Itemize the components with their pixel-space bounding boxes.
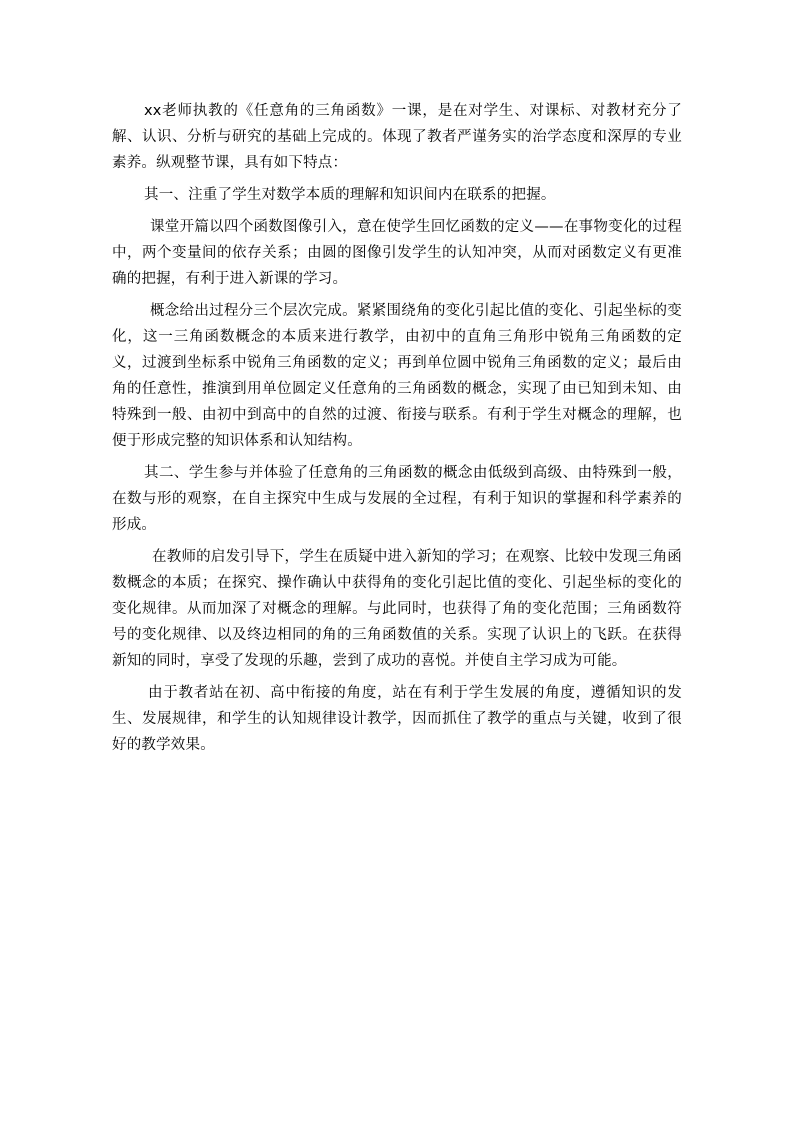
paragraph-lesson-opening: 课堂开篇以四个函数图像引入，意在使学生回忆函数的定义——在事物变化的过程中，两个变量间的依存关系；由圆的图像引发学生的认知冲突，从而对函数定义有更准确的把握，有利于进入新课的学习。 — [112, 219, 682, 287]
paragraph-conclusion: 由于教者站在初、高中衔接的角度，站在有利于学生发展的角度，遵循知识的发生、发展规律，和学生的认知规律设计教学，因而抓住了教学的重点与关键，收到了很好的教学效果。 — [112, 685, 682, 753]
document-body — [112, 98, 682, 764]
paragraph-intro: xx老师执教的《任意角的三角函数》一课，是在对学生、对课标、对教材充分了解、认识、分析与研究的基础上完成的。体现了教者严谨务实的治学态度和深厚的专业素养。纵观整节课，具有如下特点： — [112, 103, 682, 171]
paragraph-concept-process: 概念给出过程分三个层次完成。紧紧围绕角的变化引起比值的变化、引起坐标的变化，这一三角函数概念的本质来进行教学，由初中的直角三角形中锐角三角函数的定义，过渡到坐标系中锐角三角函数的定义；再到单位圆中锐角三角函数的定义；最后由角的任意性，推演到用单位圆定义任意角的三角函数的概念，实现了由已知到未知、由特殊到一般、由初中到高中的自然的过渡、衔接与联系。有利于学生对概念的理解，也便于形成完整的知识体系和认知结构。 — [112, 303, 682, 449]
paragraph-point-two-heading: 其二、学生参与并体验了任意角的三角函数的概念由低级到高级、由特殊到一般，在数与形的观察，在自主探究中生成与发展的全过程，有利于知识的掌握和科学素养的形成。 — [112, 465, 682, 533]
paragraph-point-one-heading: 其一、注重了学生对数学本质的理解和知识间内在联系的把握。 — [144, 187, 556, 203]
paragraph-guided-learning: 在教师的启发引导下，学生在质疑中进入新知的学习；在观察、比较中发现三角函数概念的本质；在探究、操作确认中获得角的变化引起比值的变化、引起坐标的变化的变化规律。从而加深了对概念的理解。与此同时，也获得了角的变化范围；三角函数符号的变化规律、以及终边相同的角的三角函数值的关系。实现了认识上的飞跃。在获得新知的同时，享受了发现的乐趣，尝到了成功的喜悦。并使自主学习成为可能。 — [112, 549, 682, 669]
